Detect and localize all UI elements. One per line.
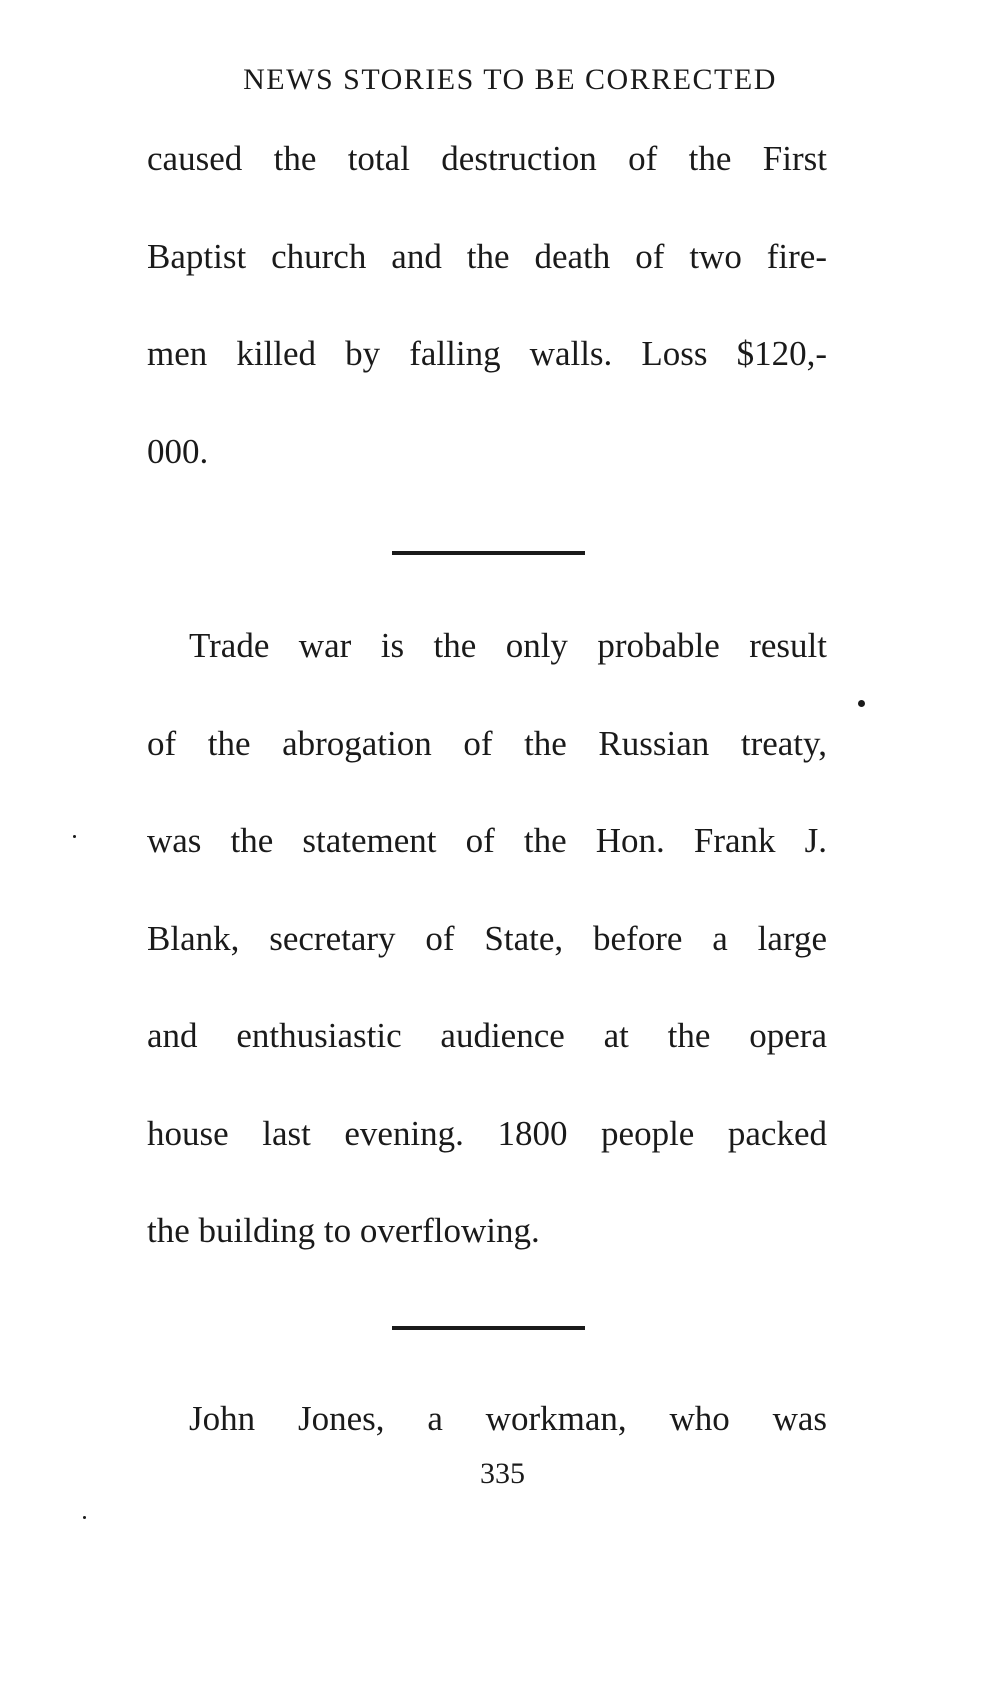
text-line: John Jones, a workman, who was: [189, 1399, 827, 1438]
text-line: Trade war is the only probable result: [189, 626, 827, 665]
scan-speck: [83, 1516, 86, 1519]
text-line: caused the total destruction of the First: [147, 139, 827, 178]
page-number: 335: [480, 1457, 525, 1490]
text-line: Baptist church and the death of two fire-: [147, 236, 827, 276]
running-head: NEWS STORIES TO BE CORRECTED: [243, 63, 777, 96]
text-line: and enthusiastic audience at the opera: [147, 1016, 827, 1055]
paragraph-trade-war-story: [147, 597, 827, 1280]
scan-speck: [73, 835, 76, 838]
text-line: 000.: [147, 431, 209, 471]
section-divider: [392, 1326, 585, 1330]
text-line: house last evening. 1800 people packed: [147, 1113, 827, 1153]
paragraph-fire-story: [147, 110, 827, 500]
text-line: Blank, secretary of State, before a large: [147, 918, 827, 958]
text-line: of the abrogation of the Russian treaty,: [147, 723, 827, 763]
text-line: the building to overflowing.: [147, 1211, 540, 1250]
text-line: men killed by falling walls. Loss $120,-: [147, 334, 827, 373]
text-line: was the statement of the Hon. Frank J.: [147, 821, 827, 860]
paragraph-workman-story: [147, 1370, 827, 1468]
section-divider: [392, 551, 585, 555]
scan-speck: [858, 700, 865, 707]
